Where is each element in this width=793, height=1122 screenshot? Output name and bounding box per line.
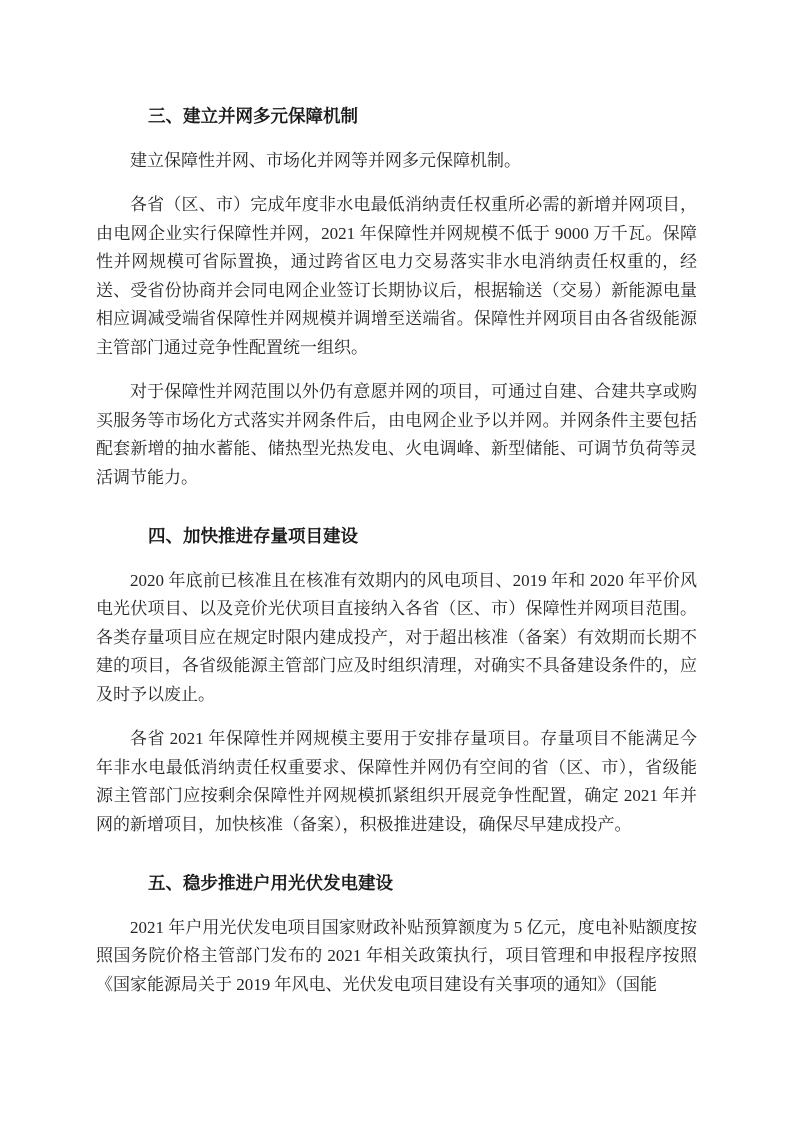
heading-section-5: 五、稳步推进户用光伏发电建设 [148, 873, 393, 893]
heading-section-3: 三、建立并网多元保障机制 [148, 106, 358, 126]
para-market-grid-connection: 对于保障性并网范围以外仍有意愿并网的项目，可通过自建、合建共享或购买服务等市场化方式落实并网条件后，由电网企业予以并网。并网条件主要包括配套新增的抽水蓄能、储热型光热发电、火电调峰、新型储能、可调节负荷等灵活调节能力。 [96, 382, 697, 487]
para-existing-projects: 2020 年底前已核准且在核准有效期内的风电项目、2019 年和 2020 年平价风电光伏项目、以及竞价光伏项目直接纳入各省（区、市）保障性并网项目范围。各类存量项目应在规定时限内建成投产，对于超出核准（备案）有效期而长期不建的项目，各省级能源主管部门应及时组织清理，对确实不具备建设条件的，应及时予以废止。 [96, 570, 697, 704]
heading-section-4: 四、加快推进存量项目建设 [148, 526, 358, 546]
para-guaranteed-grid-connection: 各省（区、市）完成年度非水电最低消纳责任权重所必需的新增并网项目，由电网企业实行保障性并网，2021 年保障性并网规模不低于 9000 万千瓦。保障性并网规模可省际置换，通过跨省区电力交易落实非水电消纳责任权重的，经送、受省份协商并会同电网企业签订长期协议后，根据输送（交易）新能源电量相应调减受端省保障性并网规模并调增至送端省。保障性并网项目由各省级能源主管部门通过竞争性配置统一组织。 [96, 195, 697, 357]
para-mechanism-intro: 建立保障性并网、市场化并网等并网多元保障机制。 [130, 150, 521, 170]
para-household-pv: 2021 年户用光伏发电项目国家财政补贴预算额度为 5 亿元，度电补贴额度按照国务院价格主管部门发布的 2021 年相关政策执行，项目管理和申报程序按照《国家能源局关于 2019 年风电、光伏发电项目建设有关事项的通知》（国能 [96, 917, 697, 994]
document-content [96, 102, 697, 999]
para-2021-grid-scale: 各省 2021 年保障性并网规模主要用于安排存量项目。存量项目不能满足今年非水电最低消纳责任权重要求、保障性并网仍有空间的省（区、市），省级能源主管部门应按剩余保障性并网规模抓紧组织开展竞争性配置，确定 2021 年并网的新增项目，加快核准（备案），积极推进建设，确保尽早建成投产。 [96, 729, 697, 834]
